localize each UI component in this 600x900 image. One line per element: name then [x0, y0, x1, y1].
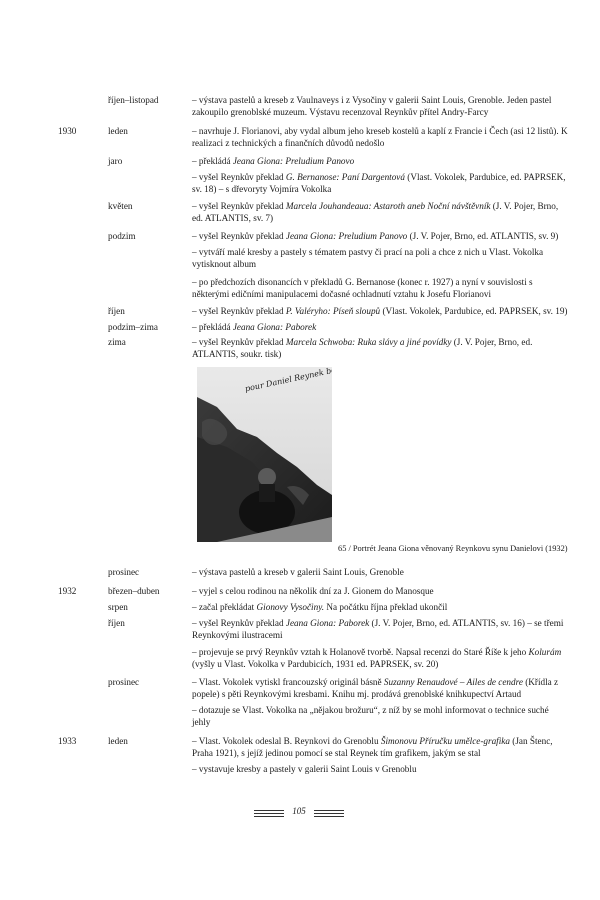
entry-month: srpen — [108, 602, 128, 612]
entry-month: květen — [108, 201, 133, 211]
photo-caption: 65 / Portrét Jeana Giona věnovaný Reynkovu synu Danielovi (1932) — [338, 544, 568, 553]
portrait-photo — [197, 367, 332, 542]
entry-text: – navrhuje J. Florianovi, aby vydal album jeho kreseb kostelů a kaplí z Francie i Čech (asi 12 listů). K realizaci z technických a finančních důvodů nedošlo — [192, 126, 568, 149]
page-footer — [254, 806, 344, 826]
entry-text: – začal překládat Gionovy Vysočiny. Na počátku října překlad ukončil — [192, 602, 448, 612]
portrait-photo-image — [197, 367, 332, 542]
entry-month: říjen–listopad — [108, 95, 159, 105]
entry-text: – vytváří malé kresby a pastely s tématem pastvy či prací na poli a chce z nich u Vlast. Vokolka vytisknout album — [192, 247, 544, 270]
entry-text: – překládá Jeana Giona: Preludium Panovo — [192, 156, 355, 166]
entry-text: – vyjel s celou rodinou na několik dní za J. Gionem do Manosque — [192, 586, 434, 596]
entry-month: říjen — [108, 618, 125, 628]
entry-year: 1930 — [58, 126, 77, 136]
entry-year: 1933 — [58, 736, 77, 746]
entry-text: – dotazuje se Vlast. Vokolka na „nějakou brožuru“, z níž by se mohl informovat o technice suché jehly — [192, 705, 549, 728]
entry-text: – vyšel Reynkův překlad Marcela Jouhandeaua: Astaroth aneb Noční návštěvník (J. V. Pojer, Brno, ed. ATLANTIS, sv. 7) — [192, 201, 559, 224]
entry-text: – Vlast. Vokolek odeslal B. Reynkovi do Grenoblu Šimonovu Příručku umělce-grafika (Jan Štenc, Praha 1921), s jejíž jedinou pomocí se stal Reynek tím grafikem, jakým se stal — [192, 736, 553, 759]
entry-text: – vyšel Reynkův překlad G. Bernanose: Paní Dargentová (Vlast. Vokolek, Pardubice, ed. PAPRSEK, sv. 18) – s dřevoryty Vojmíra Vokolka — [192, 172, 566, 195]
entry-text: – výstava pastelů a kreseb z Vaulnaveys i z Vysočiny v galerii Saint Louis, Grenoble. Jeden pastel zakoupilo grenoblské muzeum. Výstavu recenzoval Reynkův přítel Andry-Farcy — [192, 95, 552, 118]
entry-month: prosinec — [108, 567, 140, 577]
footer-rule-right — [314, 810, 344, 819]
entry-text: – vyšel Reynkův překlad Jeana Giona: Paborek (J. V. Pojer, Brno, ed. ATLANTIS, sv. 16) – se třemi Reynkovými ilustracemi — [192, 618, 564, 641]
entry-text: – vystavuje kresby a pastely v galerii Saint Louis v Grenoblu — [192, 764, 417, 774]
entry-month: podzim — [108, 231, 136, 241]
entry-month: leden — [108, 126, 128, 136]
entry-month: podzim–zima — [108, 322, 159, 332]
footer-rule-left — [254, 810, 284, 819]
entry-text: – výstava pastelů a kreseb v galerii Saint Louis, Grenoble — [192, 567, 404, 577]
entry-text: – po předchozích disonancích v překladů G. Bernanose (konec r. 1927) a nyní v souvislosti s některými edičními manipulacemi dočasné ochladnutí vztahu k Josefu Florianovi — [192, 277, 533, 300]
entry-month: jaro — [108, 156, 123, 166]
entry-month: říjen — [108, 306, 125, 316]
photo-inscription: pour Daniel Reynek bonne — [244, 367, 332, 394]
entry-text: – překládá Jeana Giona: Paborek — [192, 322, 317, 332]
entry-month: prosinec — [108, 677, 140, 687]
entry-text: – vyšel Reynkův překlad Marcela Schwoba: Ruka slávy a jiné povídky (J. V. Pojer, Brno, ed. ATLANTIS, soukr. tisk) — [192, 337, 533, 360]
entry-text: – projevuje se prvý Reynkův vztah k Holanově tvorbě. Napsal recenzi do Staré Říše k jeho Kolurám (vyšly u Vlast. Vokolka v Pardubicích, 1931 ed. PAPRSEK, sv. 20) — [192, 647, 562, 670]
entry-month: leden — [108, 736, 128, 746]
entry-text: – vyšel Reynkův překlad P. Valéryho: Píseň sloupů (Vlast. Vokolek, Pardubice, ed. PAPRSEK, sv. 19) — [192, 306, 568, 316]
entry-year: 1932 — [58, 586, 77, 596]
entry-month: zima — [108, 337, 126, 347]
entry-text: – Vlast. Vokolek vytiskl francouzský originál básně Suzanny Renaudové – Ailes de cendre (Křídla z popele) s pěti Reynkovými kresbami. Knihu mj. prodává grenoblské knihkupectví Artaud — [192, 677, 559, 700]
entry-text: – vyšel Reynkův překlad Jeana Giona: Preludium Panovo (J. V. Pojer, Brno, ed. ATLANTIS, sv. 9) — [192, 231, 559, 241]
entry-month: březen–duben — [108, 586, 160, 596]
page-number: 105 — [292, 806, 306, 816]
